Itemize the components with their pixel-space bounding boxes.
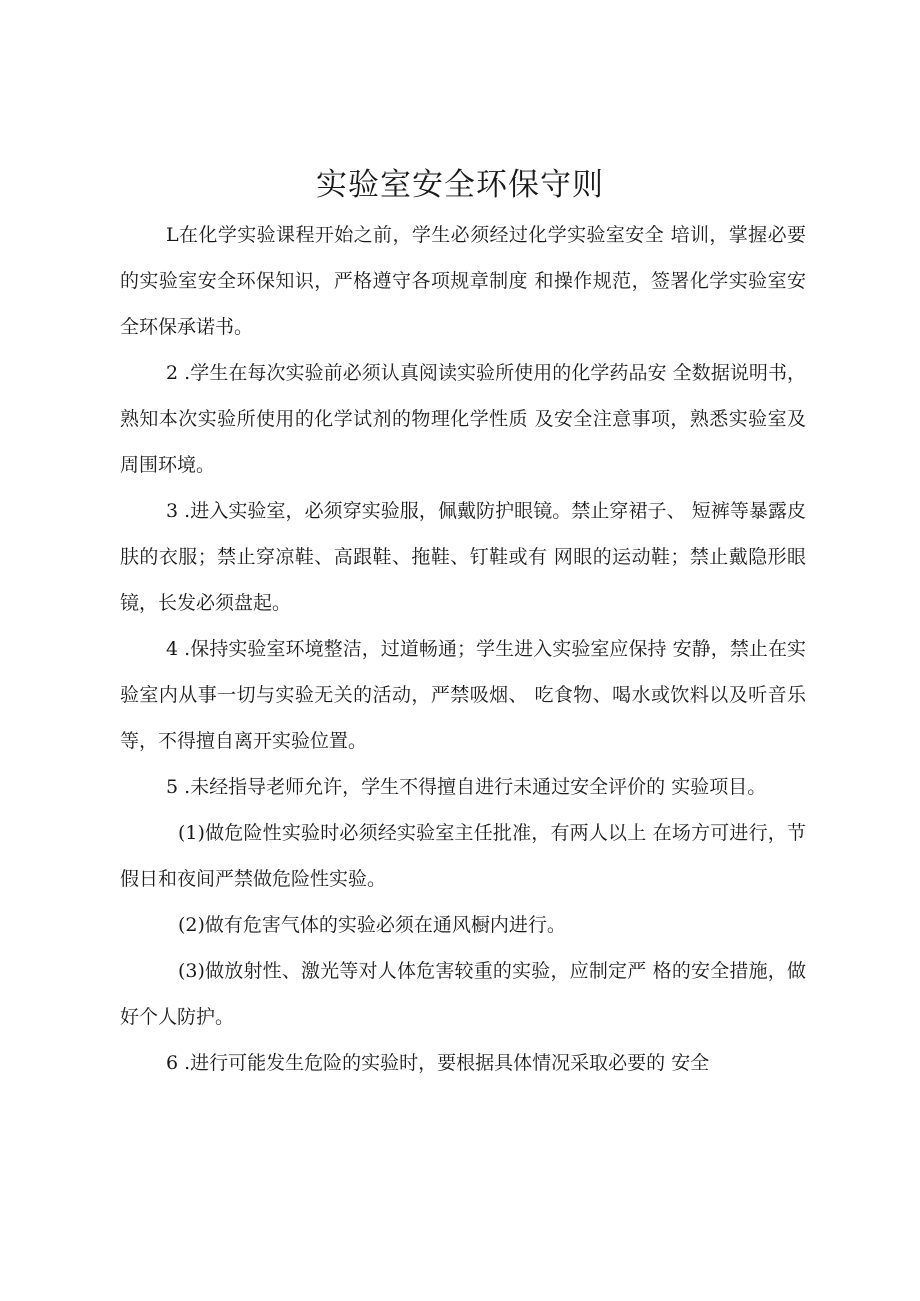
sub-paragraph-1: (1)做危险性实验时必须经实验室主任批准，有两人以上 在场方可进行，节假日和夜间严禁做危险性实验。	[120, 822, 806, 890]
document-body	[120, 212, 806, 1086]
paragraph-3: 3 .进入实验室，必须穿实验服，佩戴防护眼镜。禁止穿裙子、 短裤等暴露皮肤的衣服；禁止穿凉鞋、高跟鞋、拖鞋、钉鞋或有 网眼的运动鞋；禁止戴隐形眼镜，长发必须盘起。	[120, 500, 806, 614]
paragraph-5: 5 .未经指导老师允许，学生不得擅自进行未通过安全评价的 实验项目。	[166, 776, 767, 798]
sub-paragraph-3: (3)做放射性、激光等对人体危害较重的实验，应制定严 格的安全措施，做好个人防护。	[120, 960, 806, 1028]
document-title: 实验室安全环保守则	[316, 167, 604, 203]
sub-paragraph-2: (2)做有危害气体的实验必须在通风橱内进行。	[178, 914, 566, 936]
paragraph-6: 6 .进行可能发生危险的实验时，要根据具体情况采取必要的 安全	[166, 1052, 710, 1074]
paragraph-1: L在化学实验课程开始之前，学生必须经过化学实验室安全 培训，掌握必要的实验室安全环保知识，严格遵守各项规章制度 和操作规范，签署化学实验室安全环保承诺书。	[120, 224, 806, 338]
paragraph-2: 2 .学生在每次实验前必须认真阅读实验所使用的化学药品安 全数据说明书，熟知本次实验所使用的化学试剂的物理化学性质 及安全注意事项，熟悉实验室及周围环境。	[120, 362, 806, 476]
paragraph-4: 4 .保持实验室环境整洁，过道畅通；学生进入实验室应保持 安静，禁止在实验室内从事一切与实验无关的活动，严禁吸烟、 吃食物、喝水或饮料以及听音乐等，不得擅自离开实验位置。	[120, 638, 806, 752]
